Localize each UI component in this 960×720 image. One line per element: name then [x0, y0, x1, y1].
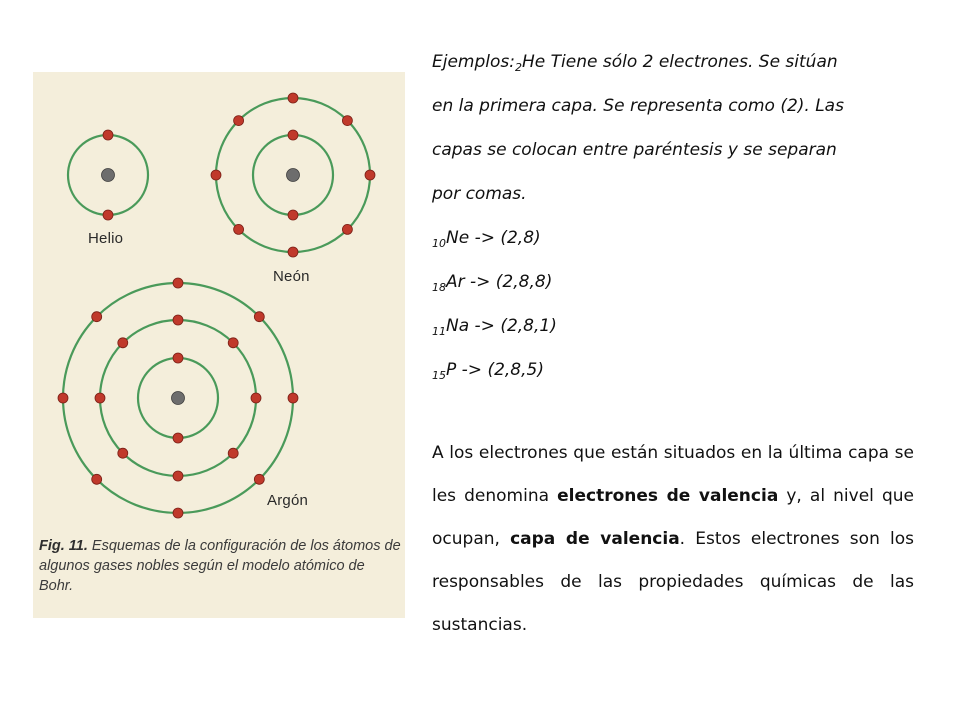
electron	[173, 433, 183, 443]
electron	[254, 474, 264, 484]
electron	[234, 224, 244, 234]
electron	[103, 130, 113, 140]
electron	[211, 170, 221, 180]
electron	[92, 474, 102, 484]
electron	[234, 116, 244, 126]
electron	[92, 312, 102, 322]
electron	[288, 93, 298, 103]
electron	[342, 116, 352, 126]
electron	[173, 508, 183, 518]
electron	[288, 210, 298, 220]
electron	[173, 471, 183, 481]
electron	[288, 247, 298, 257]
electron	[228, 338, 238, 348]
electron	[228, 448, 238, 458]
electron	[288, 130, 298, 140]
argon-nucleus	[172, 392, 185, 405]
electron	[251, 393, 261, 403]
figure-caption	[39, 536, 401, 596]
electron	[173, 353, 183, 363]
neon-nucleus	[287, 169, 300, 182]
valence-paragraph: A los electrones que están situados en la última capa se les denomina electrones de valencia y, al nivel que ocupan, capa de valencia. Estos electrones son los responsables de las propiedades químicas de las sustancias.	[432, 443, 914, 635]
electron	[173, 278, 183, 288]
electron	[95, 393, 105, 403]
electron	[118, 338, 128, 348]
valence-electrons-term: electrones de valencia	[557, 486, 779, 506]
helio-nucleus	[102, 169, 115, 182]
text-line: por comas.	[432, 184, 527, 204]
caption-text: Esquemas de la configuración de los átomos de algunos gases nobles según el modelo atómico de Bohr.	[39, 538, 401, 594]
example-line: $Ejemplos:_2He$ Tiene sólo 2 electrones. Se sitúan	[432, 52, 838, 74]
config-argon: $_{18}$Ar -> (2,8,8)	[432, 272, 553, 294]
electron	[58, 393, 68, 403]
explanation-text	[432, 46, 914, 398]
electron	[365, 170, 375, 180]
electron	[103, 210, 113, 220]
valence-shell-term: capa de valencia	[510, 529, 680, 549]
electron	[254, 312, 264, 322]
electron	[118, 448, 128, 458]
text-line: capas se colocan entre paréntesis y se separan	[432, 140, 837, 160]
electron	[342, 224, 352, 234]
electron	[288, 393, 298, 403]
text-line: en la primera capa. Se representa como (2). Las	[432, 96, 844, 116]
neon-label: Neón	[273, 268, 310, 285]
config-phosphorus: $_{15}$P -> (2,8,5)	[432, 360, 544, 382]
helio-label: Helio	[88, 230, 124, 247]
config-sodium: $_{11}$Na -> (2,8,1)	[432, 316, 557, 338]
bohr-figure	[33, 72, 405, 618]
config-neon: $_{10}$Ne -> (2,8)	[432, 228, 541, 250]
caption-number: Fig. 11.	[39, 538, 88, 554]
argon-label: Argón	[267, 492, 309, 509]
electron	[173, 315, 183, 325]
